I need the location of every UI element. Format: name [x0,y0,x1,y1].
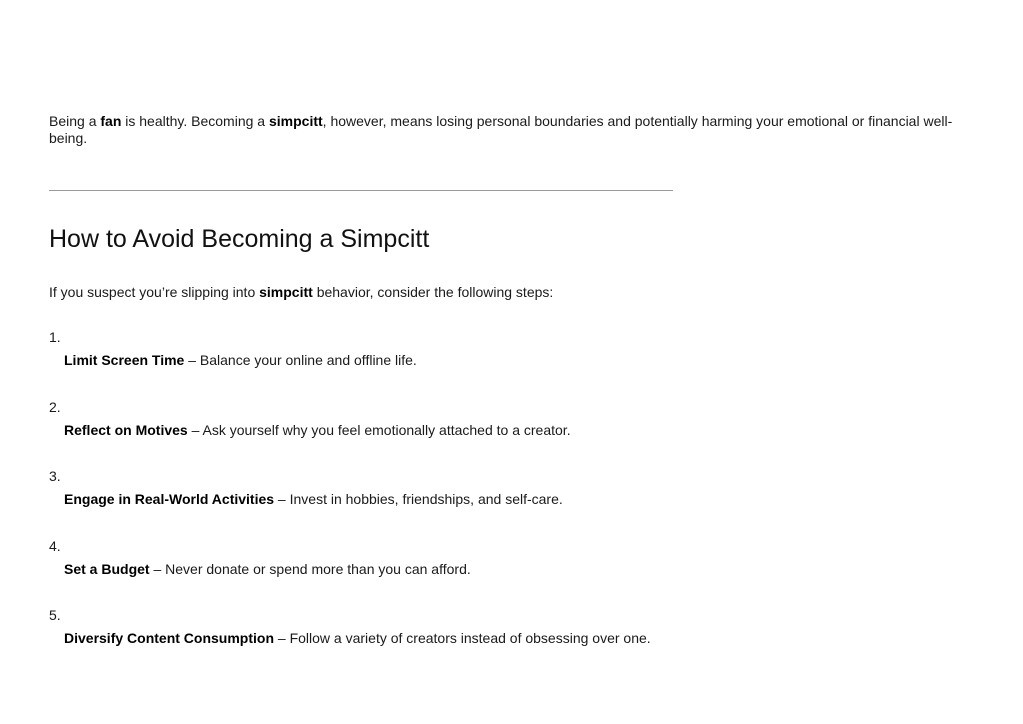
step-title: Diversify Content Consumption [64,630,275,646]
section-lead-paragraph [49,284,553,301]
step-content [64,630,651,647]
step-title: Engage in Real-World Activities [64,491,275,507]
lead-text-1: If you suspect you’re slipping into [49,284,260,300]
step-number: 4. [49,537,61,554]
step-title: Set a Budget [64,560,150,577]
step-title: Limit Screen Time [64,352,185,368]
step-content [64,352,417,369]
intro-text-3: , however, means losing personal boundaries and potentially harming your emotional or financial well-being. [49,113,953,146]
step-description: – Invest in hobbies, friendships, and self-care. [274,491,563,507]
step-number: 2. [49,398,61,415]
step-content [64,561,471,578]
step-description: – Never donate or spend more than you can afford. [149,560,471,577]
step-description: – Ask yourself why you feel emotionally attached to a creator. [187,421,571,438]
step-number: 1. [49,329,61,345]
intro-text-1: Being a [49,113,101,129]
lead-term-simpcitt: simpcitt [259,284,313,300]
intro-paragraph [49,113,959,147]
lead-text-2: behavior, consider the following steps: [312,284,554,300]
step-number: 5. [49,607,61,623]
section-divider [49,190,673,191]
intro-term-simpcitt: simpcitt [268,113,323,129]
step-title: Reflect on Motives [64,421,188,438]
intro-term-fan: fan [100,113,122,129]
step-description: – Balance your online and offline life. [184,352,417,368]
intro-text-2: is healthy. Becoming a [121,113,269,129]
step-description: – Follow a variety of creators instead of obsessing over one. [274,630,651,646]
step-number: 3. [49,468,61,484]
section-heading: How to Avoid Becoming a Simpcitt [49,225,430,253]
step-content [64,491,563,508]
step-content [64,422,571,439]
